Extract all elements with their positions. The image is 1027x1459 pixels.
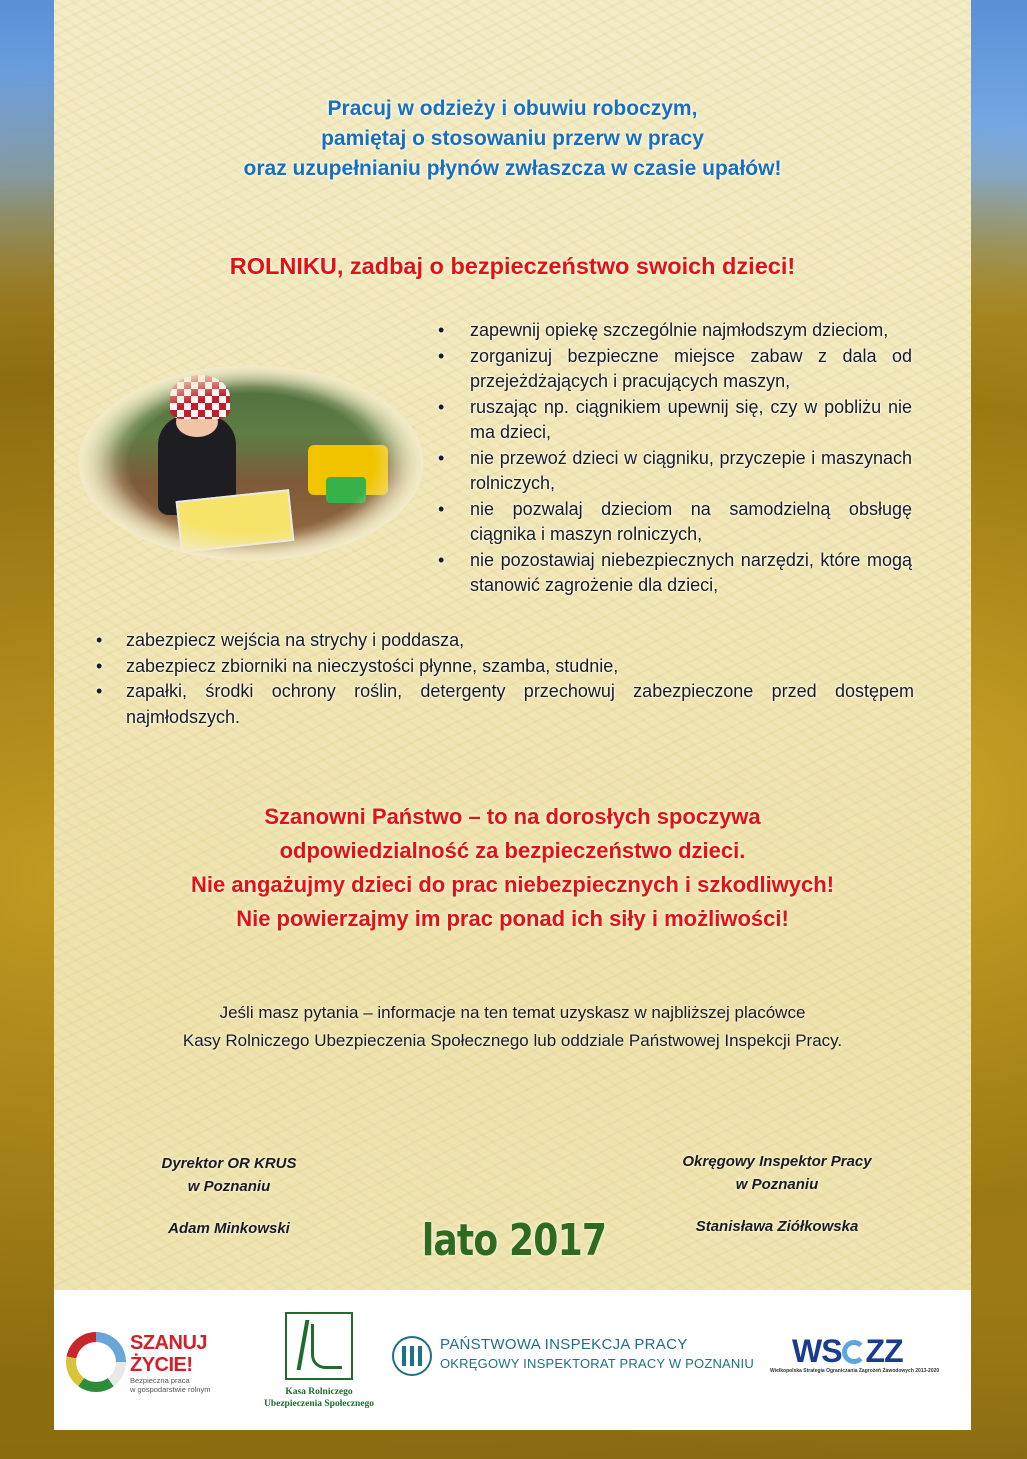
list-item: • nie przewoź dzieci w ciągniku, przyczepie i maszynach rolniczych, (438, 446, 912, 497)
child-reading-photo (78, 365, 424, 561)
pip-emblem-icon (392, 1336, 432, 1376)
signature-title: Okręgowy Inspektor Pracy (682, 1153, 872, 1170)
note-line: Nie angażujmy dzieci do prac niebezpiecznych i szkodliwych! (190, 872, 835, 897)
szanuj-zycie-logo (66, 1332, 226, 1402)
list-item: • zapewnij opiekę szczególnie najmłodszym dzieciom, (438, 318, 912, 344)
photo-vignette (78, 365, 424, 561)
pip-subname: OKRĘGOWY INSPEKTORAT PRACY W POZNANIU (440, 1356, 754, 1371)
signature-pip (647, 1150, 907, 1238)
signature-name: Adam Minkowski (168, 1220, 290, 1237)
list-item: • zabezpiecz wejścia na strychy i poddasza, (96, 628, 914, 654)
parents-note (54, 800, 971, 936)
info-line: Kasy Rolniczego Ubezpieczenia Społecznego lub oddziale Państwowej Inspekcji Pracy. (182, 1031, 843, 1050)
intro-text (54, 94, 971, 184)
szanuj-title (130, 1332, 207, 1376)
krus-line: Ubezpieczenia Społecznego (263, 1399, 375, 1409)
headline: ROLNIKU, zadbaj o bezpieczeństwo swoich dzieci! (229, 253, 796, 279)
signature-title: w Poznaniu (735, 1176, 819, 1193)
szanuj-line: SZANUJ (130, 1332, 208, 1354)
intro-line: Pracuj w odzieży i obuwiu roboczym, (327, 97, 698, 120)
szanuj-tagline (130, 1376, 220, 1394)
intro-line: oraz uzupełnianiu płynów zwłaszcza w czasie upałów! (243, 157, 782, 180)
poster-sheet (54, 0, 971, 1430)
intro-line: pamiętaj o stosowaniu przerw w pracy (321, 127, 704, 150)
signature-title: w Poznaniu (187, 1178, 271, 1195)
note-line: odpowiedzialność za bezpieczeństwo dzieci. (279, 838, 746, 863)
info-line: Jeśli masz pytania – informacje na ten temat uzyskasz w najbliższej placówce (219, 1003, 806, 1022)
krus-label (260, 1386, 378, 1410)
contact-info (54, 999, 971, 1055)
szanuj-tagline-line: Bezpieczna praca (130, 1376, 190, 1385)
list-item: • zorganizuj bezpieczne miejsce zabaw z dala od przejeżdżających i pracujących maszyn, (438, 344, 912, 395)
note-line: Nie powierzajmy im prac ponad ich siły i możliwości! (236, 906, 789, 931)
tips-list-left (96, 628, 914, 730)
szanuj-line: ŻYCIE! (130, 1354, 193, 1376)
note-line: Szanowni Państwo – to na dorosłych spoczywa (264, 804, 761, 829)
tips-list-right (438, 318, 912, 599)
signature-name: Stanisława Ziółkowska (695, 1218, 859, 1235)
signature-krus (114, 1152, 344, 1240)
wsozz-pre: WS (792, 1333, 842, 1369)
list-item: • nie pozostawiaj niebezpiecznych narzędzi, które mogą stanowić zagrożenie dla dzieci, (438, 548, 912, 599)
krus-line: Kasa Rolniczego (285, 1387, 353, 1397)
logo-footer (54, 1290, 971, 1430)
wsozz-o-icon (842, 1340, 866, 1364)
krus-logo (260, 1312, 378, 1422)
list-item: • zabezpiecz zbiorniki na nieczystości płynne, szamba, studnie, (96, 654, 914, 680)
wsozz-logo (770, 1334, 960, 1384)
szanuj-circle-icon (66, 1332, 126, 1392)
wsozz-post: ZZ (865, 1333, 903, 1369)
szanuj-tagline-line: w gospodarstwie rolnym (130, 1385, 211, 1394)
krus-emblem-icon (285, 1312, 353, 1380)
list-item: • ruszając np. ciągnikiem upewnij się, czy w pobliżu nie ma dzieci, (438, 395, 912, 446)
pip-logo (392, 1332, 762, 1382)
wsozz-wordmark (770, 1334, 960, 1368)
list-item: • zapałki, środki ochrony roślin, detergenty przechowuj zabezpieczone przed dostępem najmłodszych. (96, 679, 914, 730)
list-item: • nie pozwalaj dzieciom na samodzielną obsługę ciągnika i maszyn rolniczych, (438, 497, 912, 548)
pip-name: PAŃSTWOWA INSPEKCJA PRACY (440, 1336, 688, 1353)
signature-title: Dyrektor OR KRUS (161, 1155, 297, 1172)
wsozz-tagline: Wielkopolska Strategia Ograniczania Zagrożeń Zawodowych 2013-2020 (770, 1368, 940, 1374)
season-label: lato 2017 (421, 1215, 607, 1266)
